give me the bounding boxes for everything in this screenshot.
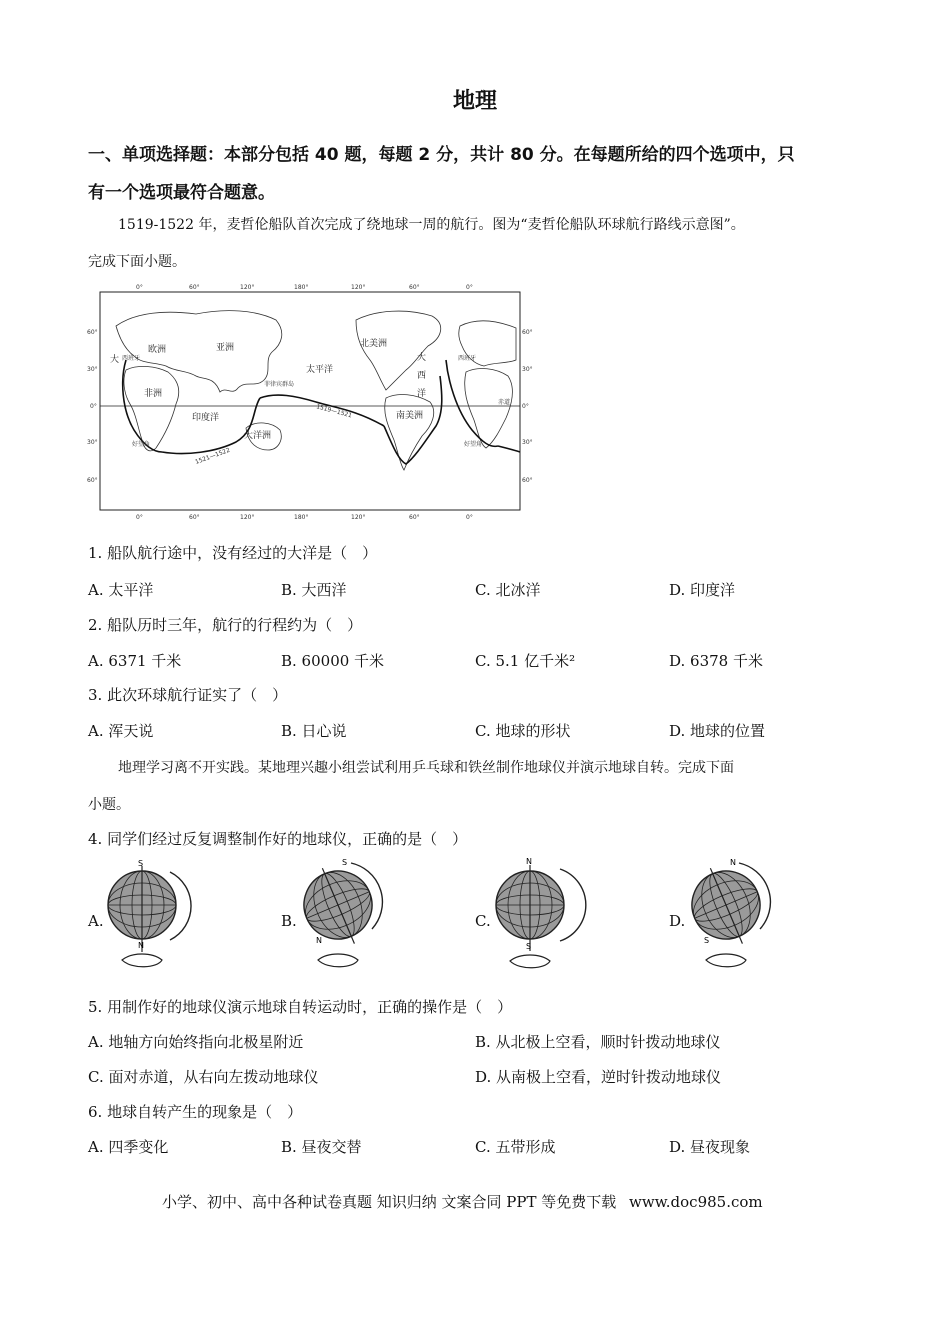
globe-a	[102, 860, 192, 975]
top-tick-5: 60°	[409, 284, 420, 291]
footer	[162, 1191, 771, 1212]
question-1-option-a[interactable]: A. 太平洋	[88, 581, 154, 599]
label-south-america: 南美洲	[396, 411, 424, 421]
top-tick-3: 180°	[294, 284, 309, 291]
bottom-tick-0: 0°	[136, 514, 143, 521]
question-4-option-c[interactable]: C.	[475, 912, 491, 930]
globe-a-top-letter: S	[138, 859, 144, 868]
question-3-option-a[interactable]: A. 浑天说	[88, 722, 154, 740]
label-route-indian-years: 1521—1522	[194, 446, 232, 466]
label-spain-right: 西班牙	[458, 355, 477, 362]
question-2-option-d[interactable]: D. 6378 千米	[669, 652, 763, 670]
question-2-option-a[interactable]: A. 6371 千米	[88, 652, 182, 670]
question-5-option-a[interactable]: A. 地轴方向始终指向北极星附近	[88, 1033, 304, 1051]
question-5-option-b[interactable]: B. 从北极上空看，顺时针拨动地球仪	[475, 1033, 721, 1051]
label-equator: 赤道	[498, 399, 511, 406]
question-3-option-d[interactable]: D. 地球的位置	[669, 722, 766, 740]
bottom-tick-3: 180°	[294, 514, 309, 521]
left-tick-4: 60°	[87, 477, 98, 484]
question-5-option-d[interactable]: D. 从南极上空看，逆时针拨动地球仪	[475, 1068, 722, 1086]
section-heading-line2: 有一个选项最符合题意。	[88, 183, 275, 203]
left-tick-2: 0°	[90, 403, 97, 410]
label-atlantic-3: 洋	[417, 389, 427, 399]
label-atlantic-left: 大	[110, 355, 120, 365]
bottom-tick-5: 60°	[409, 514, 420, 521]
question-6-stem: 6. 地球自转产生的现象是（ ）	[88, 1103, 303, 1121]
question-2-option-b[interactable]: B. 60000 千米	[281, 652, 385, 670]
label-atlantic-2: 西	[417, 371, 427, 381]
top-tick-1: 60°	[189, 284, 200, 291]
bottom-tick-2: 120°	[240, 514, 255, 521]
label-spain-left: 西班牙	[122, 355, 141, 362]
right-tick-4: 60°	[522, 477, 533, 484]
label-north-america: 北美洲	[360, 339, 388, 349]
intro-paragraph-line2: 完成下面小题。	[88, 254, 186, 270]
question-5-stem: 5. 用制作好的地球仪演示地球自转运动时，正确的操作是（ ）	[88, 998, 513, 1016]
label-indian-ocean: 印度洋	[192, 413, 220, 423]
question-6-option-d[interactable]: D. 昼夜现象	[669, 1138, 751, 1156]
top-tick-2: 120°	[240, 284, 255, 291]
question-1-option-d[interactable]: D. 印度洋	[669, 581, 736, 599]
question-2-option-c[interactable]: C. 5.1 亿千米²	[475, 652, 576, 670]
intro-paragraph-line1: 1519-1522 年，麦哲伦船队首次完成了绕地球一周的航行。图为“麦哲伦船队环球航行路线示意图”。	[118, 217, 745, 233]
intro2-line1: 地理学习离不开实践。某地理兴趣小组尝试利用乒乓球和铁丝制作地球仪并演示地球自转。完成下面	[118, 760, 734, 776]
label-pacific: 太平洋	[306, 365, 334, 375]
question-2-stem: 2. 船队历时三年，航行的行程约为（ ）	[88, 616, 363, 634]
question-3-stem: 3. 此次环球航行证实了（ ）	[88, 686, 288, 704]
top-tick-0: 0°	[136, 284, 143, 291]
section-heading-line1: 一、单项选择题：本部分包括 40 题，每题 2 分，共计 80 分。在每题所给的四个选项中，只	[88, 145, 795, 165]
globe-b-bottom-letter: N	[316, 936, 322, 945]
label-atlantic-1: 大	[417, 353, 427, 363]
label-cape-right: 好望角	[464, 441, 483, 448]
label-philippines: 菲律宾群岛	[264, 381, 295, 388]
label-oceania: 大洋洲	[244, 431, 272, 441]
question-6-option-b[interactable]: B. 昼夜交替	[281, 1138, 362, 1156]
left-tick-0: 60°	[87, 329, 98, 336]
question-1-option-c[interactable]: C. 北冰洋	[475, 581, 541, 599]
right-tick-3: 30°	[522, 439, 533, 446]
globe-a-bottom-letter: N	[138, 941, 144, 950]
globe-d	[684, 855, 774, 975]
page-title: 地理	[452, 89, 497, 114]
globe-c	[490, 855, 580, 975]
globe-b-top-letter: S	[342, 858, 348, 867]
left-tick-3: 30°	[87, 439, 98, 446]
question-1-stem: 1. 船队航行途中，没有经过的大洋是（ ）	[88, 544, 378, 562]
question-4-stem: 4. 同学们经过反复调整制作好的地球仪，正确的是（ ）	[88, 830, 468, 848]
label-africa: 非洲	[144, 389, 163, 399]
right-tick-0: 60°	[522, 329, 533, 336]
globe-d-top-letter: N	[730, 858, 736, 867]
globe-d-bottom-letter: S	[704, 936, 710, 945]
question-4-option-a[interactable]: A.	[88, 912, 104, 930]
intro2-line2: 小题。	[88, 797, 130, 813]
question-6-option-a[interactable]: A. 四季变化	[88, 1138, 169, 1156]
question-3-option-c[interactable]: C. 地球的形状	[475, 722, 571, 740]
label-cape-left: 好望角	[132, 441, 151, 448]
label-route-pacific-years: 1519—1521	[315, 403, 353, 420]
question-5-option-c[interactable]: C. 面对赤道，从右向左拨动地球仪	[88, 1068, 319, 1086]
globe-b	[296, 855, 386, 975]
left-tick-1: 30°	[87, 366, 98, 373]
globe-c-top-letter: N	[526, 857, 532, 866]
footer-text: 小学、初中、高中各种试卷真题 知识归纳 文案合同 PPT 等免费下载	[162, 1193, 617, 1211]
right-tick-2: 0°	[522, 403, 529, 410]
magellan-route-map	[86, 280, 533, 521]
label-europe: 欧洲	[148, 345, 167, 355]
footer-url-link[interactable]: www.doc985.com	[629, 1193, 763, 1211]
label-asia: 亚洲	[216, 343, 235, 353]
question-1-option-b[interactable]: B. 大西洋	[281, 581, 347, 599]
question-6-option-c[interactable]: C. 五带形成	[475, 1138, 556, 1156]
question-3-option-b[interactable]: B. 日心说	[281, 722, 347, 740]
globe-c-bottom-letter: S	[526, 942, 532, 951]
bottom-tick-6: 0°	[466, 514, 473, 521]
right-tick-1: 30°	[522, 366, 533, 373]
top-tick-4: 120°	[351, 284, 366, 291]
bottom-tick-1: 60°	[189, 514, 200, 521]
bottom-tick-4: 120°	[351, 514, 366, 521]
question-4-option-b[interactable]: B.	[281, 912, 297, 930]
question-4-option-d[interactable]: D.	[669, 912, 686, 930]
top-tick-6: 0°	[466, 284, 473, 291]
